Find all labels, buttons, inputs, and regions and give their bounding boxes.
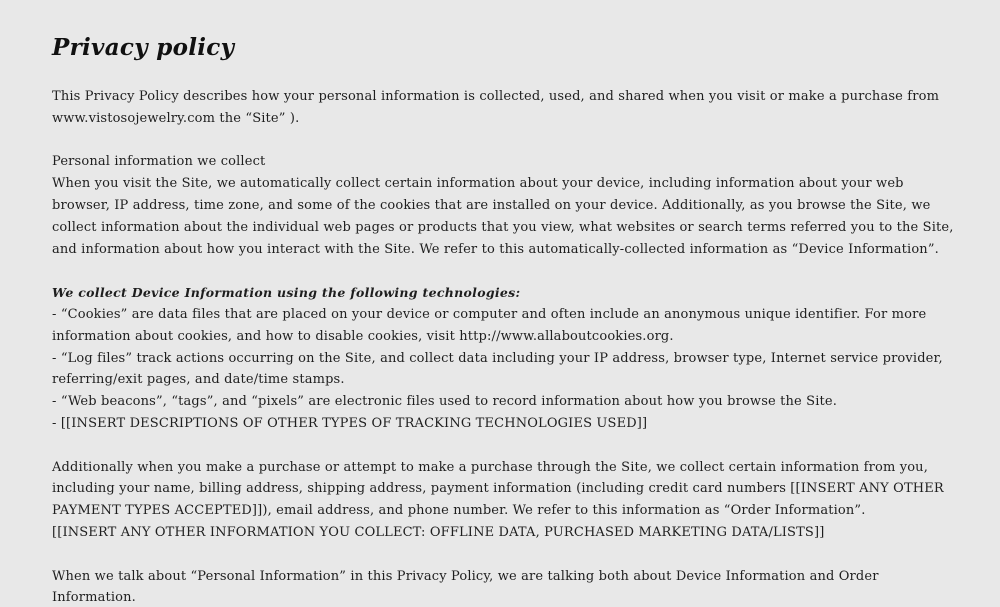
policy-content: [52, 30, 957, 607]
collect-paragraph: When you visit the Site, we automatically collect certain information about your device, including information about your web browser, IP address, time zone, and some of the cookies that are installed on your device. Additionally, as you browse the Site, we collect information about the individual web pages or products that you view, what websites or search terms referred you to the Site, and information about how you interact with the Site. We refer to this automatically-collected information as “Device Information”.: [52, 176, 954, 257]
order-information-note: [[INSERT ANY OTHER INFORMATION YOU COLLECT: OFFLINE DATA, PURCHASED MARKETING DATA/LISTS]]: [52, 524, 825, 540]
technology-item-log-files: - “Log files” track actions occurring on the Site, and collect data including your IP address, browser type, Internet service provider, referring/exit pages, and date/time stamps.: [52, 350, 943, 388]
technologies-heading: We collect Device Information using the following technologies:: [52, 285, 521, 301]
technology-item-cookies: - “Cookies” are data files that are placed on your device or computer and often include an anonymous unique identifier. For more information about cookies, and how to disable cookies, visit http://www.allaboutcookies.org.: [52, 306, 927, 344]
collect-heading: Personal information we collect: [52, 154, 266, 170]
personal-information-paragraph: When we talk about “Personal Information” in this Privacy Policy, we are talking both about Device Information and Order Information.: [52, 568, 879, 606]
order-information-paragraph: Additionally when you make a purchase or attempt to make a purchase through the Site, we collect certain information from you, including your name, billing address, shipping address, payment information (including credit card numbers [[INSERT ANY OTHER PAYMENT TYPES ACCEPTED]]), email address, and phone number. We refer to this information as “Order Information”.: [52, 459, 944, 519]
technology-item-web-beacons: - “Web beacons”, “tags”, and “pixels” are electronic files used to record information about how you browse the Site.: [52, 394, 838, 410]
intro-paragraph: This Privacy Policy describes how your personal information is collected, used, and shared when you visit or make a purchase from www.vistosojewelry.com the “Site” ).: [52, 89, 940, 126]
technology-item-other: - [[INSERT DESCRIPTIONS OF OTHER TYPES OF TRACKING TECHNOLOGIES USED]]: [52, 415, 648, 431]
page-title: Privacy policy: [52, 34, 235, 61]
